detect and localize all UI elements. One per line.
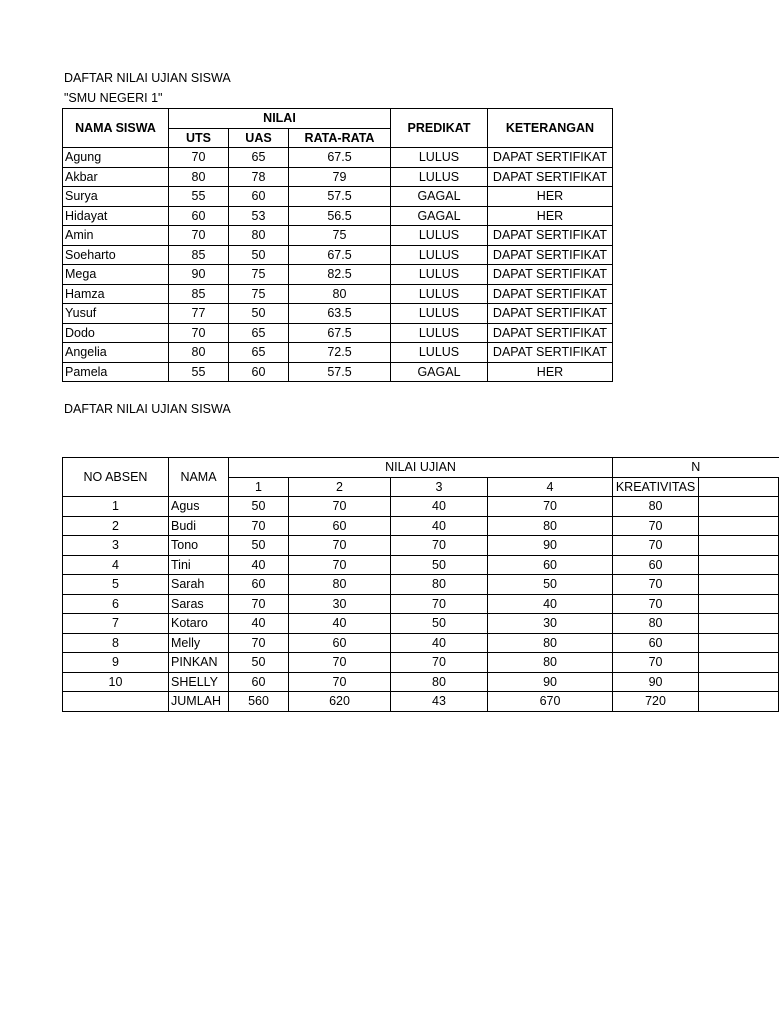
table-cell: 40: [488, 594, 613, 614]
table-cell: SHELLY: [169, 672, 229, 692]
header-ujian-4: 4: [488, 477, 613, 497]
header-ujian-2: 2: [289, 477, 391, 497]
table-cell: 90: [613, 672, 699, 692]
table-row: [63, 614, 779, 634]
table-cell: 60: [229, 187, 289, 207]
table-cell: 50: [488, 575, 613, 595]
table-cell: 80: [289, 284, 391, 304]
table-cell: Melly: [169, 633, 229, 653]
table-cell: 60: [229, 575, 289, 595]
table-cell: 80: [391, 575, 488, 595]
table-cell: 90: [169, 265, 229, 285]
table-cell: 57.5: [289, 362, 391, 382]
table-cell: LULUS: [391, 148, 488, 168]
table-cell: 60: [289, 633, 391, 653]
table-cell: 5: [63, 575, 169, 595]
table-cell: 70: [391, 594, 488, 614]
table-cell: 63.5: [289, 304, 391, 324]
table-row: [63, 206, 613, 226]
table-cell: 70: [391, 536, 488, 556]
table-cell: HER: [488, 206, 613, 226]
table-cell: Saras: [169, 594, 229, 614]
table-cell: 67.5: [289, 323, 391, 343]
table-cell: 60: [229, 672, 289, 692]
table-cell: 80: [229, 226, 289, 246]
table-row: [63, 362, 613, 382]
table-cell: 70: [229, 516, 289, 536]
header-ujian-1: 1: [229, 477, 289, 497]
table-cell: 75: [229, 265, 289, 285]
table-row: [63, 323, 613, 343]
table-cell: GAGAL: [391, 362, 488, 382]
table-cell: 80: [169, 167, 229, 187]
table-cell: Kotaro: [169, 614, 229, 634]
table-cell: [699, 516, 779, 536]
table-cell: 70: [488, 497, 613, 517]
table-cell: 80: [488, 633, 613, 653]
table-cell: 1: [63, 497, 169, 517]
table-cell: 620: [289, 692, 391, 712]
table-cell: 70: [169, 148, 229, 168]
table-cell: LULUS: [391, 304, 488, 324]
table-cell: HER: [488, 187, 613, 207]
table-cell: 40: [391, 516, 488, 536]
table-cell: DAPAT SERTIFIKAT: [488, 148, 613, 168]
table-cell: 40: [391, 633, 488, 653]
table-cell: DAPAT SERTIFIKAT: [488, 304, 613, 324]
section1-title: DAFTAR NILAI UJIAN SISWA: [64, 71, 231, 85]
table-cell: 60: [613, 633, 699, 653]
table-row: [63, 633, 779, 653]
table-cell: GAGAL: [391, 187, 488, 207]
table-cell: 50: [391, 614, 488, 634]
table-row: [63, 245, 613, 265]
exam-scores-table: [62, 457, 779, 712]
table-cell: 80: [169, 343, 229, 363]
table-cell: Akbar: [63, 167, 169, 187]
section2-title: DAFTAR NILAI UJIAN SISWA: [64, 402, 231, 416]
table-cell: 55: [169, 362, 229, 382]
table-cell: 720: [613, 692, 699, 712]
table-cell: 67.5: [289, 148, 391, 168]
table-cell: LULUS: [391, 245, 488, 265]
table-cell: 79: [289, 167, 391, 187]
table-cell: [699, 653, 779, 673]
exam-table-viewport: [62, 457, 701, 717]
table-row: [63, 672, 779, 692]
table-cell: JUMLAH: [169, 692, 229, 712]
table-row: [63, 653, 779, 673]
table-cell: 80: [613, 614, 699, 634]
table-cell: Agus: [169, 497, 229, 517]
table-cell: Pamela: [63, 362, 169, 382]
header-kreativitas: KREATIVITAS: [613, 477, 699, 497]
table-cell: Agung: [63, 148, 169, 168]
table-cell: 80: [391, 672, 488, 692]
table-cell: GAGAL: [391, 206, 488, 226]
table-cell: 55: [169, 187, 229, 207]
table-cell: 60: [488, 555, 613, 575]
table-cell: 67.5: [289, 245, 391, 265]
table-row: [63, 536, 779, 556]
table-cell: 70: [613, 653, 699, 673]
table-row: [63, 575, 779, 595]
table-cell: 85: [169, 245, 229, 265]
table-cell: 80: [488, 516, 613, 536]
table-cell: DAPAT SERTIFIKAT: [488, 323, 613, 343]
table-cell: Amin: [63, 226, 169, 246]
table-cell: 9: [63, 653, 169, 673]
table-cell: 78: [229, 167, 289, 187]
table-cell: [699, 497, 779, 517]
table-cell: LULUS: [391, 284, 488, 304]
table-cell: 77: [169, 304, 229, 324]
table-cell: 80: [613, 497, 699, 517]
table-cell: LULUS: [391, 343, 488, 363]
table-cell: 40: [391, 497, 488, 517]
header-cut-group: N: [613, 458, 779, 478]
table-cell: DAPAT SERTIFIKAT: [488, 284, 613, 304]
table-cell: 70: [289, 672, 391, 692]
grades-table: [62, 108, 613, 382]
table-cell: 60: [613, 555, 699, 575]
table-cell: 670: [488, 692, 613, 712]
table-cell: 70: [289, 497, 391, 517]
table-cell: 60: [229, 362, 289, 382]
table-cell: 70: [169, 323, 229, 343]
table-cell: 70: [289, 555, 391, 575]
table-row: [63, 284, 613, 304]
table-cell: DAPAT SERTIFIKAT: [488, 226, 613, 246]
table-cell: 10: [63, 672, 169, 692]
table-cell: LULUS: [391, 226, 488, 246]
header-blank: [699, 477, 779, 497]
table-cell: Tini: [169, 555, 229, 575]
table-row: [63, 226, 613, 246]
header-rata-rata: RATA-RATA: [289, 128, 391, 148]
header-nama-siswa: NAMA SISWA: [63, 109, 169, 148]
table-cell: Angelia: [63, 343, 169, 363]
table-cell: 8: [63, 633, 169, 653]
table-cell: 65: [229, 343, 289, 363]
table-cell: 70: [613, 594, 699, 614]
table-cell: 560: [229, 692, 289, 712]
header-ujian-3: 3: [391, 477, 488, 497]
table-cell: 7: [63, 614, 169, 634]
header-no-absen: NO ABSEN: [63, 458, 169, 497]
table-row: [63, 594, 779, 614]
table-cell: Budi: [169, 516, 229, 536]
table-cell: DAPAT SERTIFIKAT: [488, 343, 613, 363]
table-cell: Dodo: [63, 323, 169, 343]
table-cell: 56.5: [289, 206, 391, 226]
table-cell: LULUS: [391, 265, 488, 285]
table-cell: 50: [229, 536, 289, 556]
table-cell: [63, 692, 169, 712]
table-cell: [699, 575, 779, 595]
table-cell: 80: [488, 653, 613, 673]
table-cell: 70: [229, 594, 289, 614]
table-cell: [699, 633, 779, 653]
table-cell: 65: [229, 323, 289, 343]
table-row: [63, 516, 779, 536]
table-cell: 53: [229, 206, 289, 226]
table-cell: 50: [229, 497, 289, 517]
table-row: [63, 497, 779, 517]
table-cell: 30: [488, 614, 613, 634]
table-cell: Tono: [169, 536, 229, 556]
table-row: [63, 265, 613, 285]
table-cell: [699, 614, 779, 634]
header-keterangan: KETERANGAN: [488, 109, 613, 148]
table-cell: [699, 536, 779, 556]
table-cell: LULUS: [391, 167, 488, 187]
table-cell: 57.5: [289, 187, 391, 207]
table-cell: 2: [63, 516, 169, 536]
table-cell: 60: [289, 516, 391, 536]
table-cell: 50: [229, 304, 289, 324]
header-nama: NAMA: [169, 458, 229, 497]
table-cell: DAPAT SERTIFIKAT: [488, 167, 613, 187]
table-cell: 70: [613, 575, 699, 595]
table-cell: 70: [613, 536, 699, 556]
table-cell: 4: [63, 555, 169, 575]
table-cell: [699, 594, 779, 614]
table-cell: HER: [488, 362, 613, 382]
table-cell: Yusuf: [63, 304, 169, 324]
table-cell: Soeharto: [63, 245, 169, 265]
table-cell: 50: [391, 555, 488, 575]
table-cell: 65: [229, 148, 289, 168]
header-nilai-ujian: NILAI UJIAN: [229, 458, 613, 478]
table-cell: 90: [488, 536, 613, 556]
table-cell: 85: [169, 284, 229, 304]
section1-subtitle: "SMU NEGERI 1": [64, 91, 163, 105]
table-cell: 75: [229, 284, 289, 304]
total-row: [63, 692, 779, 712]
table-cell: 70: [169, 226, 229, 246]
table-cell: Sarah: [169, 575, 229, 595]
table-cell: DAPAT SERTIFIKAT: [488, 245, 613, 265]
table-cell: Hamza: [63, 284, 169, 304]
table-cell: 90: [488, 672, 613, 692]
table-cell: 70: [613, 516, 699, 536]
table-cell: [699, 555, 779, 575]
table-cell: Mega: [63, 265, 169, 285]
table-cell: 82.5: [289, 265, 391, 285]
table-cell: 43: [391, 692, 488, 712]
table-cell: 40: [229, 614, 289, 634]
table-cell: 75: [289, 226, 391, 246]
table-row: [63, 343, 613, 363]
table-row: [63, 167, 613, 187]
table-cell: DAPAT SERTIFIKAT: [488, 265, 613, 285]
table-cell: 30: [289, 594, 391, 614]
table-cell: 60: [169, 206, 229, 226]
header-uas: UAS: [229, 128, 289, 148]
table-cell: 70: [229, 633, 289, 653]
table-cell: 40: [289, 614, 391, 634]
table-cell: 50: [229, 653, 289, 673]
table-cell: 50: [229, 245, 289, 265]
table-cell: [699, 672, 779, 692]
table-row: [63, 304, 613, 324]
table-cell: 70: [391, 653, 488, 673]
table-cell: 70: [289, 653, 391, 673]
table-cell: [699, 692, 779, 712]
table-cell: LULUS: [391, 323, 488, 343]
header-nilai: NILAI: [169, 109, 391, 129]
table-cell: 72.5: [289, 343, 391, 363]
table-row: [63, 555, 779, 575]
table-cell: Hidayat: [63, 206, 169, 226]
header-predikat: PREDIKAT: [391, 109, 488, 148]
table-row: [63, 187, 613, 207]
table-cell: 80: [289, 575, 391, 595]
table-cell: Surya: [63, 187, 169, 207]
table-cell: 70: [289, 536, 391, 556]
header-uts: UTS: [169, 128, 229, 148]
table-cell: 3: [63, 536, 169, 556]
table-cell: PINKAN: [169, 653, 229, 673]
table-cell: 6: [63, 594, 169, 614]
table-row: [63, 148, 613, 168]
table-cell: 40: [229, 555, 289, 575]
